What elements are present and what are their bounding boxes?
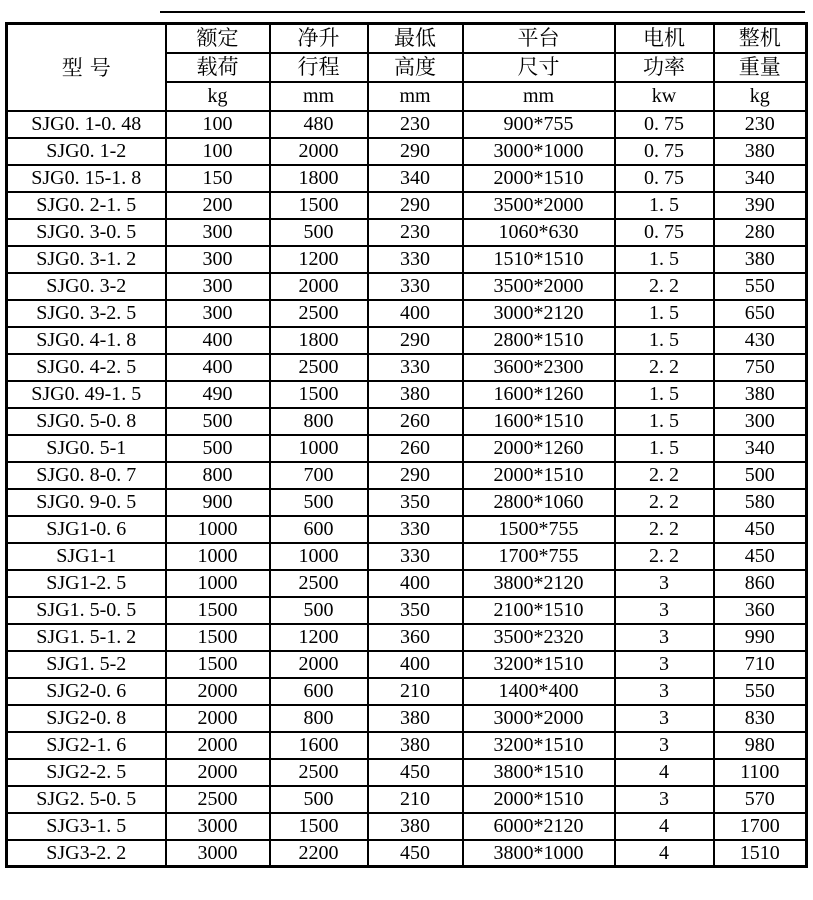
cell-model: SJG0. 4-2. 5 [7, 354, 166, 381]
cell-lift-stroke: 2500 [270, 300, 368, 327]
table-row [7, 354, 807, 381]
cell-motor-power: 3 [615, 570, 714, 597]
cell-total-weight: 430 [714, 327, 807, 354]
cell-platform-size: 900*755 [463, 111, 615, 138]
table-header [7, 24, 807, 111]
cell-min-height: 330 [368, 354, 463, 381]
cell-total-weight: 300 [714, 408, 807, 435]
cell-lift-stroke: 1000 [270, 435, 368, 462]
cell-model: SJG1. 5-1. 2 [7, 624, 166, 651]
cell-lift-stroke: 600 [270, 678, 368, 705]
cell-total-weight: 830 [714, 705, 807, 732]
cell-total-weight: 450 [714, 543, 807, 570]
cell-model: SJG0. 8-0. 7 [7, 462, 166, 489]
table-row [7, 300, 807, 327]
cell-platform-size: 1600*1510 [463, 408, 615, 435]
cell-total-weight: 380 [714, 246, 807, 273]
table-row [7, 543, 807, 570]
table-row [7, 192, 807, 219]
cell-rated-load: 500 [166, 435, 270, 462]
cell-model: SJG1. 5-0. 5 [7, 597, 166, 624]
cell-total-weight: 990 [714, 624, 807, 651]
cell-motor-power: 2. 2 [615, 543, 714, 570]
cell-platform-size: 3000*2000 [463, 705, 615, 732]
cell-min-height: 450 [368, 759, 463, 786]
cell-min-height: 400 [368, 570, 463, 597]
cell-rated-load: 2000 [166, 705, 270, 732]
table-row [7, 462, 807, 489]
cell-lift-stroke: 2000 [270, 273, 368, 300]
cell-motor-power: 4 [615, 840, 714, 867]
cell-total-weight: 570 [714, 786, 807, 813]
cell-rated-load: 300 [166, 300, 270, 327]
cell-total-weight: 980 [714, 732, 807, 759]
cell-total-weight: 340 [714, 165, 807, 192]
cell-motor-power: 0. 75 [615, 165, 714, 192]
cell-platform-size: 3500*2000 [463, 192, 615, 219]
cell-lift-stroke: 1200 [270, 624, 368, 651]
cell-model: SJG2-0. 6 [7, 678, 166, 705]
cell-total-weight: 650 [714, 300, 807, 327]
header-total-weight-line2: 重量 [714, 53, 807, 82]
cell-platform-size: 2000*1510 [463, 462, 615, 489]
cell-model: SJG0. 3-1. 2 [7, 246, 166, 273]
cell-motor-power: 2. 2 [615, 516, 714, 543]
cell-motor-power: 3 [615, 732, 714, 759]
cell-model: SJG0. 1-0. 48 [7, 111, 166, 138]
header-min-height-line2: 高度 [368, 53, 463, 82]
cell-rated-load: 3000 [166, 813, 270, 840]
cell-min-height: 210 [368, 678, 463, 705]
cell-motor-power: 1. 5 [615, 192, 714, 219]
cell-rated-load: 1500 [166, 624, 270, 651]
cell-rated-load: 300 [166, 273, 270, 300]
cell-platform-size: 3000*2120 [463, 300, 615, 327]
cell-motor-power: 0. 75 [615, 138, 714, 165]
cell-model: SJG1-0. 6 [7, 516, 166, 543]
cell-rated-load: 2000 [166, 759, 270, 786]
cell-platform-size: 2000*1510 [463, 165, 615, 192]
cell-total-weight: 390 [714, 192, 807, 219]
cell-total-weight: 1510 [714, 840, 807, 867]
cell-rated-load: 2000 [166, 678, 270, 705]
cell-lift-stroke: 1500 [270, 813, 368, 840]
table-row [7, 705, 807, 732]
cell-motor-power: 2. 2 [615, 489, 714, 516]
table-row [7, 273, 807, 300]
cell-platform-size: 1510*1510 [463, 246, 615, 273]
cell-motor-power: 0. 75 [615, 111, 714, 138]
spec-table [5, 22, 808, 868]
cell-total-weight: 860 [714, 570, 807, 597]
cell-total-weight: 500 [714, 462, 807, 489]
cell-model: SJG0. 2-1. 5 [7, 192, 166, 219]
cell-model: SJG1-2. 5 [7, 570, 166, 597]
cell-motor-power: 3 [615, 678, 714, 705]
cell-rated-load: 800 [166, 462, 270, 489]
table-row [7, 381, 807, 408]
cell-platform-size: 3500*2320 [463, 624, 615, 651]
cell-motor-power: 4 [615, 759, 714, 786]
cell-min-height: 380 [368, 813, 463, 840]
cell-lift-stroke: 480 [270, 111, 368, 138]
cell-platform-size: 3000*1000 [463, 138, 615, 165]
cell-platform-size: 1700*755 [463, 543, 615, 570]
cell-total-weight: 1100 [714, 759, 807, 786]
cell-min-height: 260 [368, 408, 463, 435]
cell-lift-stroke: 500 [270, 489, 368, 516]
cell-min-height: 260 [368, 435, 463, 462]
cell-min-height: 400 [368, 300, 463, 327]
cell-platform-size: 3200*1510 [463, 651, 615, 678]
cell-platform-size: 1060*630 [463, 219, 615, 246]
cell-min-height: 330 [368, 246, 463, 273]
cell-rated-load: 300 [166, 219, 270, 246]
cell-model: SJG2. 5-0. 5 [7, 786, 166, 813]
header-motor-power-line2: 功率 [615, 53, 714, 82]
partial-row-top-line [160, 11, 805, 13]
table-row [7, 786, 807, 813]
cell-platform-size: 3800*2120 [463, 570, 615, 597]
cell-model: SJG0. 3-0. 5 [7, 219, 166, 246]
table-row [7, 219, 807, 246]
cell-min-height: 340 [368, 165, 463, 192]
header-platform-size-line2: 尺寸 [463, 53, 615, 82]
cell-platform-size: 1400*400 [463, 678, 615, 705]
table-row [7, 732, 807, 759]
cell-total-weight: 230 [714, 111, 807, 138]
cell-rated-load: 1000 [166, 543, 270, 570]
cell-model: SJG0. 3-2 [7, 273, 166, 300]
cell-model: SJG3-2. 2 [7, 840, 166, 867]
header-motor-power-line1: 电机 [615, 24, 714, 53]
cell-model: SJG2-2. 5 [7, 759, 166, 786]
cell-min-height: 290 [368, 138, 463, 165]
cell-lift-stroke: 1800 [270, 327, 368, 354]
cell-model: SJG3-1. 5 [7, 813, 166, 840]
cell-total-weight: 750 [714, 354, 807, 381]
cell-motor-power: 2. 2 [615, 354, 714, 381]
cell-total-weight: 550 [714, 678, 807, 705]
table-row [7, 246, 807, 273]
header-total-weight-unit: kg [714, 82, 807, 111]
cell-platform-size: 2100*1510 [463, 597, 615, 624]
table-row [7, 165, 807, 192]
cell-platform-size: 3200*1510 [463, 732, 615, 759]
cell-platform-size: 1600*1260 [463, 381, 615, 408]
cell-motor-power: 3 [615, 597, 714, 624]
cell-lift-stroke: 1200 [270, 246, 368, 273]
cell-lift-stroke: 2000 [270, 138, 368, 165]
cell-min-height: 380 [368, 381, 463, 408]
cell-motor-power: 4 [615, 813, 714, 840]
cell-total-weight: 380 [714, 381, 807, 408]
cell-model: SJG1. 5-2 [7, 651, 166, 678]
cell-model: SJG0. 3-2. 5 [7, 300, 166, 327]
cell-min-height: 290 [368, 192, 463, 219]
cell-motor-power: 1. 5 [615, 408, 714, 435]
cell-model: SJG0. 9-0. 5 [7, 489, 166, 516]
cell-model: SJG0. 5-0. 8 [7, 408, 166, 435]
cell-lift-stroke: 500 [270, 219, 368, 246]
table-row [7, 624, 807, 651]
header-row-1 [7, 24, 807, 53]
table-row [7, 570, 807, 597]
table-row [7, 813, 807, 840]
cell-min-height: 210 [368, 786, 463, 813]
cell-platform-size: 2000*1260 [463, 435, 615, 462]
cell-model: SJG0. 15-1. 8 [7, 165, 166, 192]
table-row [7, 489, 807, 516]
cell-min-height: 290 [368, 327, 463, 354]
cell-motor-power: 1. 5 [615, 327, 714, 354]
cell-rated-load: 2500 [166, 786, 270, 813]
cell-lift-stroke: 2000 [270, 651, 368, 678]
cell-total-weight: 280 [714, 219, 807, 246]
cell-min-height: 360 [368, 624, 463, 651]
cell-lift-stroke: 600 [270, 516, 368, 543]
cell-rated-load: 900 [166, 489, 270, 516]
header-rated-load-line1: 额定 [166, 24, 270, 53]
cell-motor-power: 0. 75 [615, 219, 714, 246]
cell-motor-power: 3 [615, 705, 714, 732]
cell-lift-stroke: 1600 [270, 732, 368, 759]
cell-model: SJG2-1. 6 [7, 732, 166, 759]
cell-motor-power: 3 [615, 624, 714, 651]
cell-total-weight: 710 [714, 651, 807, 678]
cell-motor-power: 1. 5 [615, 381, 714, 408]
cell-lift-stroke: 800 [270, 705, 368, 732]
cell-lift-stroke: 2500 [270, 570, 368, 597]
cell-lift-stroke: 700 [270, 462, 368, 489]
cell-motor-power: 2. 2 [615, 273, 714, 300]
cell-model: SJG0. 5-1 [7, 435, 166, 462]
cell-model: SJG2-0. 8 [7, 705, 166, 732]
cell-platform-size: 1500*755 [463, 516, 615, 543]
cell-lift-stroke: 500 [270, 786, 368, 813]
cell-rated-load: 1000 [166, 516, 270, 543]
header-lift-stroke-unit: mm [270, 82, 368, 111]
table-row [7, 651, 807, 678]
cell-rated-load: 100 [166, 111, 270, 138]
cell-platform-size: 2800*1060 [463, 489, 615, 516]
cell-model: SJG1-1 [7, 543, 166, 570]
cell-total-weight: 340 [714, 435, 807, 462]
cell-lift-stroke: 2500 [270, 354, 368, 381]
cell-rated-load: 150 [166, 165, 270, 192]
cell-min-height: 290 [368, 462, 463, 489]
header-model: 型号 [7, 24, 166, 111]
cell-platform-size: 3800*1000 [463, 840, 615, 867]
cell-min-height: 380 [368, 732, 463, 759]
header-lift-stroke-line2: 行程 [270, 53, 368, 82]
cell-rated-load: 200 [166, 192, 270, 219]
cell-rated-load: 1000 [166, 570, 270, 597]
cell-platform-size: 2000*1510 [463, 786, 615, 813]
cell-rated-load: 1500 [166, 597, 270, 624]
header-motor-power-unit: kw [615, 82, 714, 111]
cell-rated-load: 500 [166, 408, 270, 435]
cell-min-height: 450 [368, 840, 463, 867]
cell-platform-size: 2800*1510 [463, 327, 615, 354]
cell-lift-stroke: 1500 [270, 381, 368, 408]
cell-rated-load: 400 [166, 354, 270, 381]
table-row [7, 138, 807, 165]
cell-min-height: 230 [368, 219, 463, 246]
cell-total-weight: 550 [714, 273, 807, 300]
cell-motor-power: 1. 5 [615, 246, 714, 273]
cell-lift-stroke: 2500 [270, 759, 368, 786]
cell-lift-stroke: 800 [270, 408, 368, 435]
cell-min-height: 380 [368, 705, 463, 732]
cell-total-weight: 380 [714, 138, 807, 165]
cell-platform-size: 3800*1510 [463, 759, 615, 786]
cell-rated-load: 100 [166, 138, 270, 165]
table-row [7, 435, 807, 462]
header-min-height-line1: 最低 [368, 24, 463, 53]
cell-lift-stroke: 500 [270, 597, 368, 624]
cell-platform-size: 6000*2120 [463, 813, 615, 840]
table-row [7, 408, 807, 435]
table-body [7, 111, 807, 867]
table-row [7, 327, 807, 354]
cell-motor-power: 1. 5 [615, 300, 714, 327]
cell-rated-load: 490 [166, 381, 270, 408]
cell-motor-power: 2. 2 [615, 462, 714, 489]
cell-lift-stroke: 1000 [270, 543, 368, 570]
header-total-weight-line1: 整机 [714, 24, 807, 53]
cell-lift-stroke: 1800 [270, 165, 368, 192]
header-platform-size-line1: 平台 [463, 24, 615, 53]
cell-total-weight: 580 [714, 489, 807, 516]
table-row [7, 759, 807, 786]
cell-rated-load: 2000 [166, 732, 270, 759]
cell-model: SJG0. 1-2 [7, 138, 166, 165]
cell-motor-power: 3 [615, 651, 714, 678]
cell-rated-load: 300 [166, 246, 270, 273]
table-row [7, 516, 807, 543]
cell-total-weight: 450 [714, 516, 807, 543]
cell-rated-load: 1500 [166, 651, 270, 678]
cell-motor-power: 3 [615, 786, 714, 813]
cell-min-height: 350 [368, 489, 463, 516]
table-row [7, 597, 807, 624]
header-min-height-unit: mm [368, 82, 463, 111]
header-rated-load-unit: kg [166, 82, 270, 111]
cell-model: SJG0. 49-1. 5 [7, 381, 166, 408]
header-platform-size-unit: mm [463, 82, 615, 111]
cell-lift-stroke: 2200 [270, 840, 368, 867]
cell-min-height: 350 [368, 597, 463, 624]
cell-platform-size: 3500*2000 [463, 273, 615, 300]
table-row [7, 840, 807, 867]
cell-model: SJG0. 4-1. 8 [7, 327, 166, 354]
cell-motor-power: 1. 5 [615, 435, 714, 462]
table-row [7, 678, 807, 705]
cell-min-height: 330 [368, 516, 463, 543]
header-rated-load-line2: 载荷 [166, 53, 270, 82]
cell-platform-size: 3600*2300 [463, 354, 615, 381]
header-lift-stroke-line1: 净升 [270, 24, 368, 53]
cell-rated-load: 400 [166, 327, 270, 354]
table-row [7, 111, 807, 138]
cell-lift-stroke: 1500 [270, 192, 368, 219]
cell-min-height: 330 [368, 543, 463, 570]
cell-min-height: 230 [368, 111, 463, 138]
cell-rated-load: 3000 [166, 840, 270, 867]
cell-min-height: 330 [368, 273, 463, 300]
cell-total-weight: 360 [714, 597, 807, 624]
cell-total-weight: 1700 [714, 813, 807, 840]
cell-min-height: 400 [368, 651, 463, 678]
